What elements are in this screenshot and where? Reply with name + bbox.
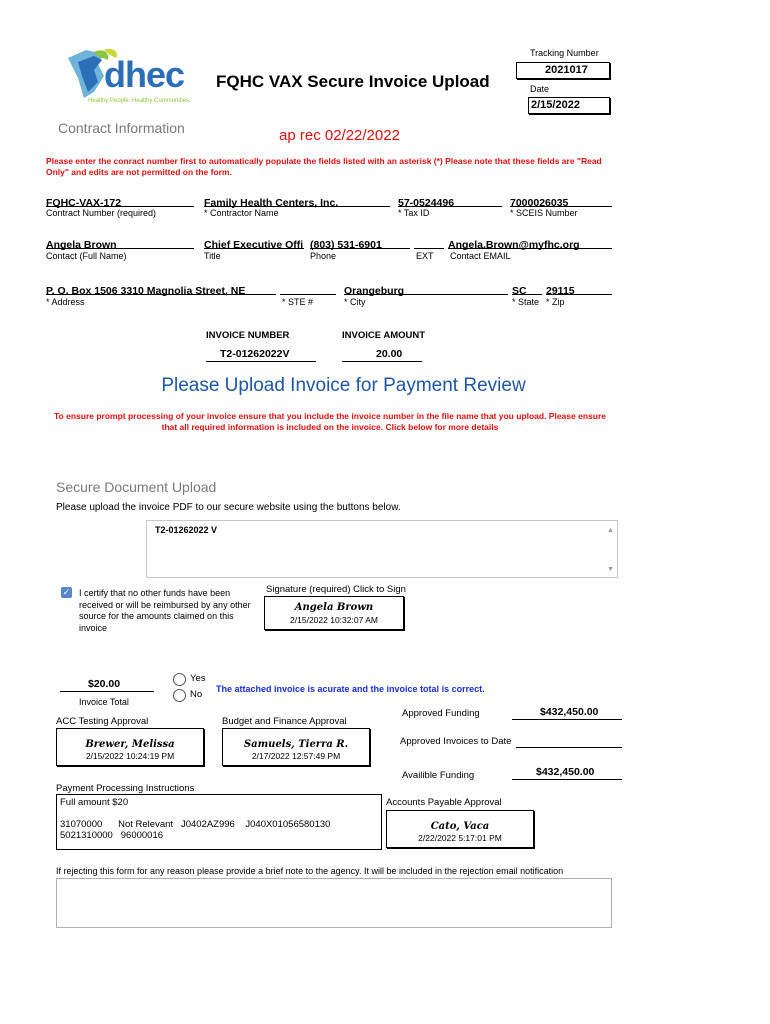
payment-line-3: 5021310000 96000016 [60, 830, 164, 841]
approved-invoices-field[interactable] [516, 734, 622, 748]
ste-label: * STE # [282, 297, 314, 307]
tax-id-field [398, 193, 502, 207]
city-field [344, 281, 508, 295]
invoice-total-value: $20.00 [88, 678, 121, 690]
title-value: Chief Executive Offi [204, 239, 304, 249]
address-label: * Address [46, 297, 85, 307]
contract-number-value: FQHC-VAX-172 [46, 197, 122, 209]
city-label: * City [344, 297, 366, 307]
payment-line-1: Full amount $20 [60, 797, 129, 808]
invoice-amount-label: INVOICE AMOUNT [342, 330, 426, 341]
zip-value: 29115 [546, 285, 575, 297]
approved-funding-label: Approved Funding [402, 708, 480, 719]
signed-timestamp: 2/15/2022 10:32:07 AM [290, 615, 378, 625]
phone-field[interactable] [310, 235, 410, 249]
certify-text: I certify that no other funds have been received or will be reimbursed by any other source for the amounts claimed on this invoice [79, 588, 251, 633]
payment-instructions-box[interactable] [56, 794, 382, 850]
upload-heading: Please Upload Invoice for Payment Review [161, 375, 526, 396]
contractor-name-label: * Contractor Name [204, 208, 279, 218]
budget-timestamp: 2/17/2022 12:57:49 PM [251, 751, 341, 761]
address-field [46, 281, 276, 295]
contact-name-value: Angela Brown [46, 239, 117, 251]
sceis-number-label: * SCEIS Number [510, 208, 578, 218]
ap-received-note: ap rec 02/22/2022 [279, 127, 400, 144]
budget-signer: Samuels, Tierra R. [243, 739, 349, 750]
available-funding-value: $432,450.00 [536, 766, 595, 778]
tax-id-value: 57-0524496 [398, 197, 455, 209]
no-radio[interactable] [173, 689, 186, 702]
tracking-label: Tracking Number [530, 48, 599, 58]
yes-radio[interactable] [173, 673, 186, 686]
date-value: 2/15/2022 [531, 99, 580, 111]
ap-timestamp: 2/22/2022 5:17:01 PM [418, 833, 502, 843]
email-label: Contact EMAIL [450, 251, 511, 261]
invoice-total-label: Invoice Total [79, 697, 129, 707]
sceis-number-field [510, 193, 612, 207]
ap-signer: Cato, Vaca [430, 821, 490, 832]
state-label: * State [512, 297, 540, 307]
ap-approval-label: Accounts Payable Approval [386, 797, 502, 808]
state-field [512, 281, 542, 295]
approved-invoices-label: Approved Invoices to Date [400, 736, 512, 747]
title-field[interactable] [204, 235, 304, 249]
ext-field[interactable] [414, 235, 444, 249]
approved-funding-value: $432,450.00 [540, 706, 599, 718]
scroll-up-icon[interactable]: ▲ [607, 527, 614, 534]
upload-warning: To ensure prompt processing of your invoice ensure that you include the invoice number in the file name that you upload. Please ensure that all required information is included on the invoice. Click below for more details [54, 411, 606, 432]
logo-word: dhec [104, 54, 185, 95]
contract-number-field[interactable] [46, 193, 194, 207]
available-funding-field[interactable] [512, 766, 622, 780]
email-field[interactable] [448, 235, 612, 249]
payment-instructions-label: Payment Processing Instructions [56, 783, 195, 794]
acc-approval-box[interactable] [56, 728, 204, 766]
acc-timestamp: 2/15/2022 10:24:19 PM [85, 751, 175, 761]
email-value: Angela.Brown@myfhc.org [448, 239, 580, 251]
uploaded-file-box[interactable] [146, 520, 618, 578]
signer-name: Angela Brown [294, 602, 374, 613]
contract-section-title: Contract Information [58, 120, 185, 136]
ext-label: EXT [416, 251, 434, 261]
upload-section-title: Secure Document Upload [56, 479, 217, 495]
tax-id-label: * Tax ID [398, 208, 430, 218]
signature-label: Signature (required) Click to Sign [266, 584, 406, 595]
budget-approval-label: Budget and Finance Approval [222, 716, 347, 727]
invoice-amount-value: 20.00 [376, 348, 403, 360]
contract-number-label: Contract Number (required) [46, 208, 157, 218]
budget-approval-box[interactable] [222, 728, 370, 766]
invoice-amount-field[interactable] [342, 348, 422, 362]
invoice-number-field[interactable] [206, 348, 316, 362]
checkmark-icon: ✓ [62, 587, 71, 597]
no-label: No [190, 689, 203, 700]
acc-signer: Brewer, Melissa [85, 739, 175, 750]
contractor-name-field [204, 193, 390, 207]
phone-label: Phone [310, 251, 337, 261]
certify-checkbox[interactable] [61, 587, 72, 598]
tracking-number-field[interactable] [516, 62, 610, 79]
state-value: SC [512, 285, 527, 297]
title-label: Title [204, 251, 221, 261]
tracking-number-value: 2021017 [545, 64, 588, 76]
ap-approval-box[interactable] [386, 810, 534, 848]
zip-label: * Zip [546, 297, 565, 307]
uploaded-file-name: T2-01262022 V [155, 525, 218, 535]
invoice-number-value: T2-01262022V [220, 348, 290, 360]
contract-instructions: Please enter the conract number first to automatically populate the fields listed with an asterisk (*) Please note that these fields are "Read Only" and edits are not permitted on the form. [46, 156, 602, 177]
signature-box[interactable] [264, 596, 404, 630]
sceis-number-value: 7000026035 [510, 197, 569, 209]
logo-tagline: Healthy People. Healthy Communities. [88, 98, 191, 104]
scroll-down-icon[interactable]: ▼ [607, 566, 614, 573]
yes-label: Yes [190, 673, 206, 684]
contractor-name-value: Family Health Centers, Inc. [204, 197, 339, 209]
available-funding-label: Availible Funding [402, 770, 475, 781]
payment-line-2: 31070000 Not Relevant J0402AZ996 J040X01056580130 [60, 819, 331, 830]
contact-name-field[interactable] [46, 235, 194, 249]
rejection-label: If rejecting this form for any reason please provide a brief note to the agency. It will be included in the rejection email notification [56, 866, 564, 876]
date-field[interactable] [528, 97, 610, 114]
city-value: Orangeburg [344, 285, 405, 297]
page-title: FQHC VAX Secure Invoice Upload [216, 72, 490, 91]
ste-field [280, 281, 336, 295]
invoice-total-field[interactable] [60, 678, 154, 692]
invoice-number-label: INVOICE NUMBER [206, 330, 290, 341]
acc-approval-label: ACC Testing Approval [56, 716, 149, 727]
date-label: Date [530, 84, 550, 94]
address-value: P. O. Box 1506 3310 Magnolia Street, NE [46, 285, 246, 297]
rejection-note-field[interactable] [56, 878, 612, 928]
zip-field [546, 281, 612, 295]
approved-funding-field[interactable] [512, 706, 622, 720]
dhec-logo [64, 44, 204, 108]
upload-instruction: Please upload the invoice PDF to our secure website using the buttons below. [56, 502, 401, 513]
accuracy-statement: The attached invoice is acurate and the invoice total is correct. [216, 684, 485, 694]
phone-value: (803) 531-6901 [310, 239, 382, 251]
contact-name-label: Contact (Full Name) [46, 251, 127, 261]
